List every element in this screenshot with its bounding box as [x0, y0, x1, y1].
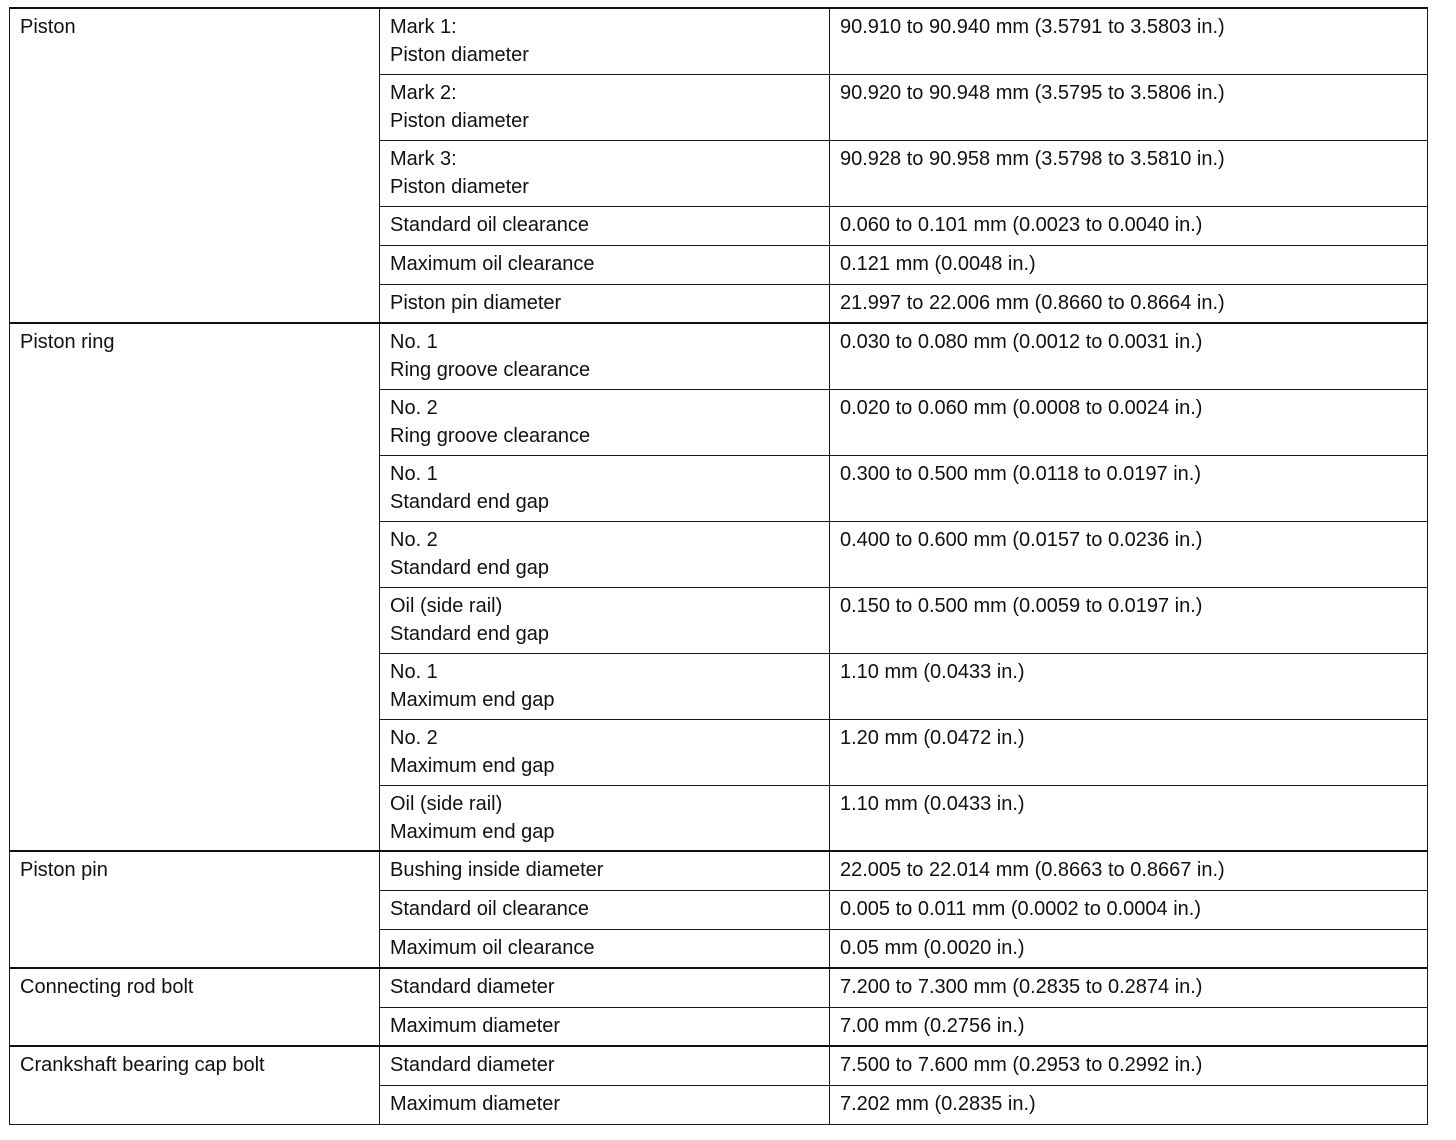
- spec-value: 0.400 to 0.600 mm (0.0157 to 0.0236 in.): [830, 521, 1428, 587]
- spec-value: 7.202 mm (0.2835 in.): [830, 1085, 1428, 1124]
- spec-item: Standard oil clearance: [380, 206, 830, 245]
- spec-value: 0.005 to 0.011 mm (0.0002 to 0.0004 in.): [830, 890, 1428, 929]
- spec-item: Maximum diameter: [380, 1085, 830, 1124]
- spec-value: 0.150 to 0.500 mm (0.0059 to 0.0197 in.): [830, 587, 1428, 653]
- spec-item: Mark 1: Piston diameter: [380, 8, 830, 74]
- spec-item: Oil (side rail) Maximum end gap: [380, 785, 830, 851]
- table-row: [10, 1046, 1428, 1085]
- spec-item: Standard diameter: [380, 968, 830, 1007]
- spec-value: 1.10 mm (0.0433 in.): [830, 653, 1428, 719]
- spec-item: No. 1 Maximum end gap: [380, 653, 830, 719]
- spec-value: 7.00 mm (0.2756 in.): [830, 1007, 1428, 1046]
- spec-value: 90.910 to 90.940 mm (3.5791 to 3.5803 in.): [830, 8, 1428, 74]
- spec-item: No. 2 Ring groove clearance: [380, 389, 830, 455]
- spec-value: 0.030 to 0.080 mm (0.0012 to 0.0031 in.): [830, 323, 1428, 389]
- spec-item: No. 2 Maximum end gap: [380, 719, 830, 785]
- spec-value: 7.500 to 7.600 mm (0.2953 to 0.2992 in.): [830, 1046, 1428, 1085]
- spec-item: Maximum oil clearance: [380, 929, 830, 968]
- table-row: [10, 8, 1428, 74]
- spec-item: Mark 2: Piston diameter: [380, 74, 830, 140]
- spec-value: 0.05 mm (0.0020 in.): [830, 929, 1428, 968]
- spec-value: 1.20 mm (0.0472 in.): [830, 719, 1428, 785]
- spec-item: No. 1 Ring groove clearance: [380, 323, 830, 389]
- spec-value: 90.920 to 90.948 mm (3.5795 to 3.5806 in.): [830, 74, 1428, 140]
- component-name: Connecting rod bolt: [10, 968, 380, 1046]
- spec-value: 21.997 to 22.006 mm (0.8660 to 0.8664 in.): [830, 284, 1428, 323]
- spec-item: Bushing inside diameter: [380, 851, 830, 890]
- spec-table: [9, 7, 1428, 1125]
- spec-item: Oil (side rail) Standard end gap: [380, 587, 830, 653]
- spec-item: Standard diameter: [380, 1046, 830, 1085]
- spec-item: Piston pin diameter: [380, 284, 830, 323]
- spec-item: Maximum diameter: [380, 1007, 830, 1046]
- spec-value: 0.300 to 0.500 mm (0.0118 to 0.0197 in.): [830, 455, 1428, 521]
- component-name: Piston ring: [10, 323, 380, 851]
- spec-item: Standard oil clearance: [380, 890, 830, 929]
- spec-item: Maximum oil clearance: [380, 245, 830, 284]
- spec-value: 22.005 to 22.014 mm (0.8663 to 0.8667 in.): [830, 851, 1428, 890]
- table-row: [10, 968, 1428, 1007]
- spec-value: 0.020 to 0.060 mm (0.0008 to 0.0024 in.): [830, 389, 1428, 455]
- table-row: [10, 851, 1428, 890]
- spec-item: No. 1 Standard end gap: [380, 455, 830, 521]
- spec-value: 90.928 to 90.958 mm (3.5798 to 3.5810 in.): [830, 140, 1428, 206]
- spec-item: No. 2 Standard end gap: [380, 521, 830, 587]
- spec-value: 7.200 to 7.300 mm (0.2835 to 0.2874 in.): [830, 968, 1428, 1007]
- component-name: Crankshaft bearing cap bolt: [10, 1046, 380, 1124]
- component-name: Piston: [10, 8, 380, 323]
- spec-item: Mark 3: Piston diameter: [380, 140, 830, 206]
- spec-value: 1.10 mm (0.0433 in.): [830, 785, 1428, 851]
- spec-value: 0.121 mm (0.0048 in.): [830, 245, 1428, 284]
- component-name: Piston pin: [10, 851, 380, 968]
- table-row: [10, 323, 1428, 389]
- spec-value: 0.060 to 0.101 mm (0.0023 to 0.0040 in.): [830, 206, 1428, 245]
- spec-table-body: [10, 8, 1428, 1124]
